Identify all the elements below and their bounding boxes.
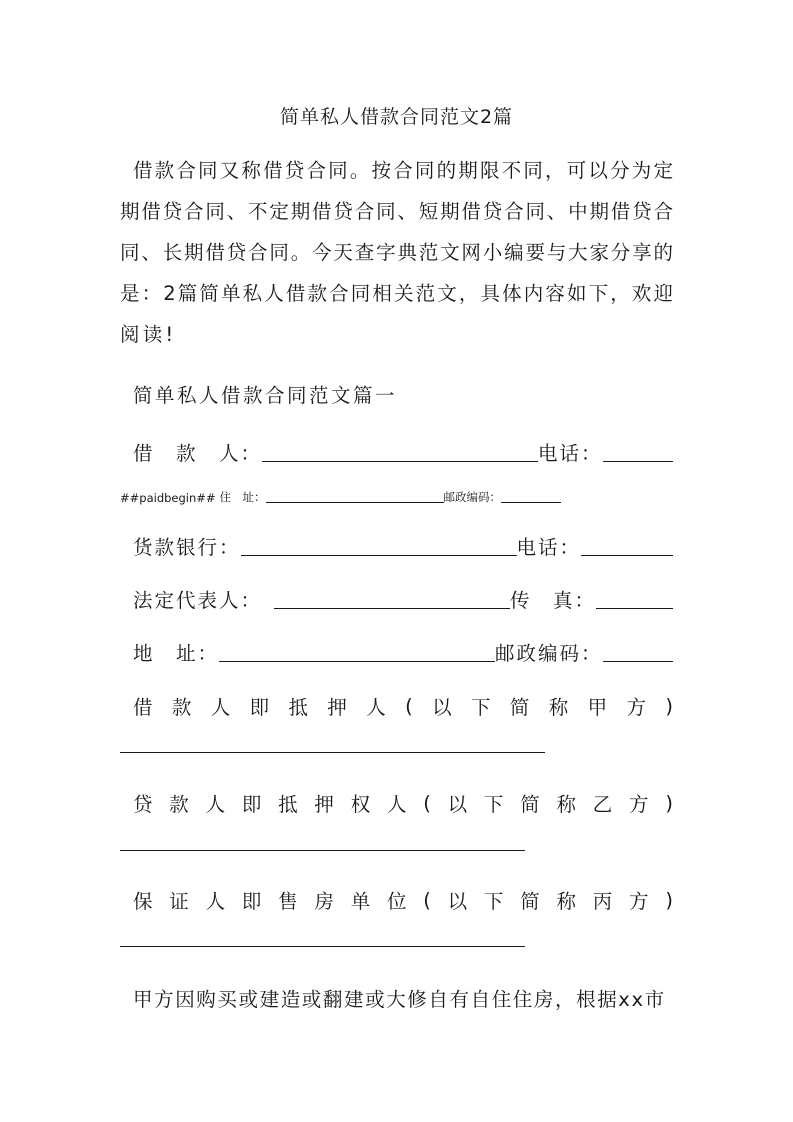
party-b-char: 押 bbox=[314, 793, 334, 816]
party-b-char: 抵 bbox=[278, 793, 298, 816]
intro-line: 是：2篇简单私人借款合同相关范文，具体内容如下，欢迎 bbox=[120, 282, 673, 305]
borrower-blank bbox=[262, 439, 538, 462]
party-a-char: 即 bbox=[249, 696, 270, 719]
bank-label: 货款银行： bbox=[133, 536, 241, 559]
small-address-label: 住 址： bbox=[219, 490, 266, 504]
party-a-char: 甲 bbox=[587, 696, 608, 719]
legal-rep-blank bbox=[274, 586, 510, 609]
party-c-char: 证 bbox=[169, 890, 189, 913]
party-c-char: 售 bbox=[278, 890, 298, 913]
phone-blank bbox=[603, 439, 673, 462]
intro-line: 阅读! bbox=[120, 323, 177, 346]
party-b-char: 称 bbox=[556, 793, 576, 816]
party-c-char: ) bbox=[665, 888, 673, 912]
party-a-char: 人 bbox=[366, 696, 386, 719]
party-b-char: 以 bbox=[447, 793, 468, 816]
bank-row bbox=[133, 530, 673, 560]
party-b-char: 下 bbox=[483, 793, 504, 816]
phone-label: 电话： bbox=[538, 442, 603, 465]
party-b-char: 权 bbox=[350, 793, 371, 816]
intro-line: 借款合同又称借贷合同。按合同的期限不同，可以分为定 bbox=[133, 159, 673, 182]
party-a-char: 简 bbox=[509, 696, 530, 719]
party-b-char: 款 bbox=[169, 793, 189, 816]
bank-blank bbox=[241, 533, 517, 556]
party-c-char: 方 bbox=[629, 890, 649, 913]
party-c-char: 保 bbox=[133, 890, 153, 913]
party-b-blank bbox=[120, 850, 525, 851]
party-b-char: ) bbox=[665, 791, 673, 815]
party-c-char: 丙 bbox=[592, 890, 613, 913]
party-a-char: ) bbox=[665, 694, 673, 718]
party-b-char: 即 bbox=[241, 793, 262, 816]
party-c-char: 人 bbox=[205, 890, 226, 913]
postcode-blank bbox=[603, 639, 673, 662]
address-row bbox=[133, 636, 673, 666]
party-c-blank bbox=[120, 946, 525, 947]
party-a-char: 以 bbox=[432, 696, 452, 719]
page-title: 简单私人借款合同范文2篇 bbox=[279, 106, 514, 128]
address-blank bbox=[219, 639, 495, 662]
party-b-char: 乙 bbox=[592, 793, 613, 816]
paid-marker: ##paidbegin## bbox=[120, 491, 216, 505]
borrower-row bbox=[133, 436, 673, 466]
intro-line: 同、长期借贷合同。今天查字典范文网小编要与大家分享的 bbox=[120, 241, 673, 264]
small-postcode-blank bbox=[501, 488, 561, 503]
party-b-char: 贷 bbox=[133, 793, 153, 816]
party-a-char: 押 bbox=[327, 696, 347, 719]
postcode-label: 邮政编码： bbox=[495, 642, 603, 665]
party-a-char: 人 bbox=[210, 696, 231, 719]
intro-paragraph bbox=[120, 150, 673, 355]
party-a-line bbox=[133, 691, 673, 721]
fax-blank bbox=[596, 586, 673, 609]
section-heading: 简单私人借款合同范文篇一 bbox=[133, 384, 398, 407]
party-c-char: ( bbox=[423, 888, 431, 912]
party-a-char: 借 bbox=[133, 696, 153, 719]
party-a-blank bbox=[120, 752, 545, 753]
phone-blank bbox=[581, 533, 673, 556]
address-label: 地 址： bbox=[133, 642, 220, 665]
party-c-char: 位 bbox=[386, 890, 407, 913]
legal-rep-row bbox=[133, 583, 673, 613]
small-postcode-label: 邮政编码： bbox=[443, 490, 502, 504]
party-b-char: 人 bbox=[205, 793, 226, 816]
party-c-char: 单 bbox=[350, 890, 371, 913]
party-c-char: 房 bbox=[314, 890, 334, 913]
party-a-char: 称 bbox=[548, 696, 569, 719]
party-c-char: 简 bbox=[520, 890, 540, 913]
party-b-char: 简 bbox=[520, 793, 540, 816]
phone-label: 电话： bbox=[516, 536, 582, 559]
party-a-char: ( bbox=[405, 694, 413, 718]
small-address-blank bbox=[266, 488, 444, 503]
party-a-char: 款 bbox=[171, 696, 192, 719]
party-a-char: 方 bbox=[626, 696, 646, 719]
party-c-char: 以 bbox=[447, 890, 468, 913]
party-a-char: 抵 bbox=[288, 696, 309, 719]
party-c-line bbox=[133, 885, 673, 915]
party-c-char: 即 bbox=[241, 890, 262, 913]
fax-label: 传 真： bbox=[510, 589, 597, 612]
party-c-char: 称 bbox=[556, 890, 576, 913]
party-b-char: ( bbox=[423, 791, 431, 815]
paid-marker-row bbox=[120, 485, 561, 505]
party-a-char: 下 bbox=[470, 696, 491, 719]
party-b-char: 人 bbox=[386, 793, 407, 816]
party-b-line bbox=[133, 788, 673, 818]
intro-line: 期借贷合同、不定期借贷合同、短期借贷合同、中期借贷合 bbox=[120, 200, 673, 223]
body-paragraph-start: 甲方因购买或建造或翻建或大修自有自住住房，根据xx市 bbox=[133, 988, 666, 1011]
legal-rep-label: 法定代表人： bbox=[133, 589, 263, 612]
party-b-char: 方 bbox=[629, 793, 649, 816]
borrower-label: 借 款 人： bbox=[133, 442, 263, 465]
party-c-char: 下 bbox=[483, 890, 504, 913]
